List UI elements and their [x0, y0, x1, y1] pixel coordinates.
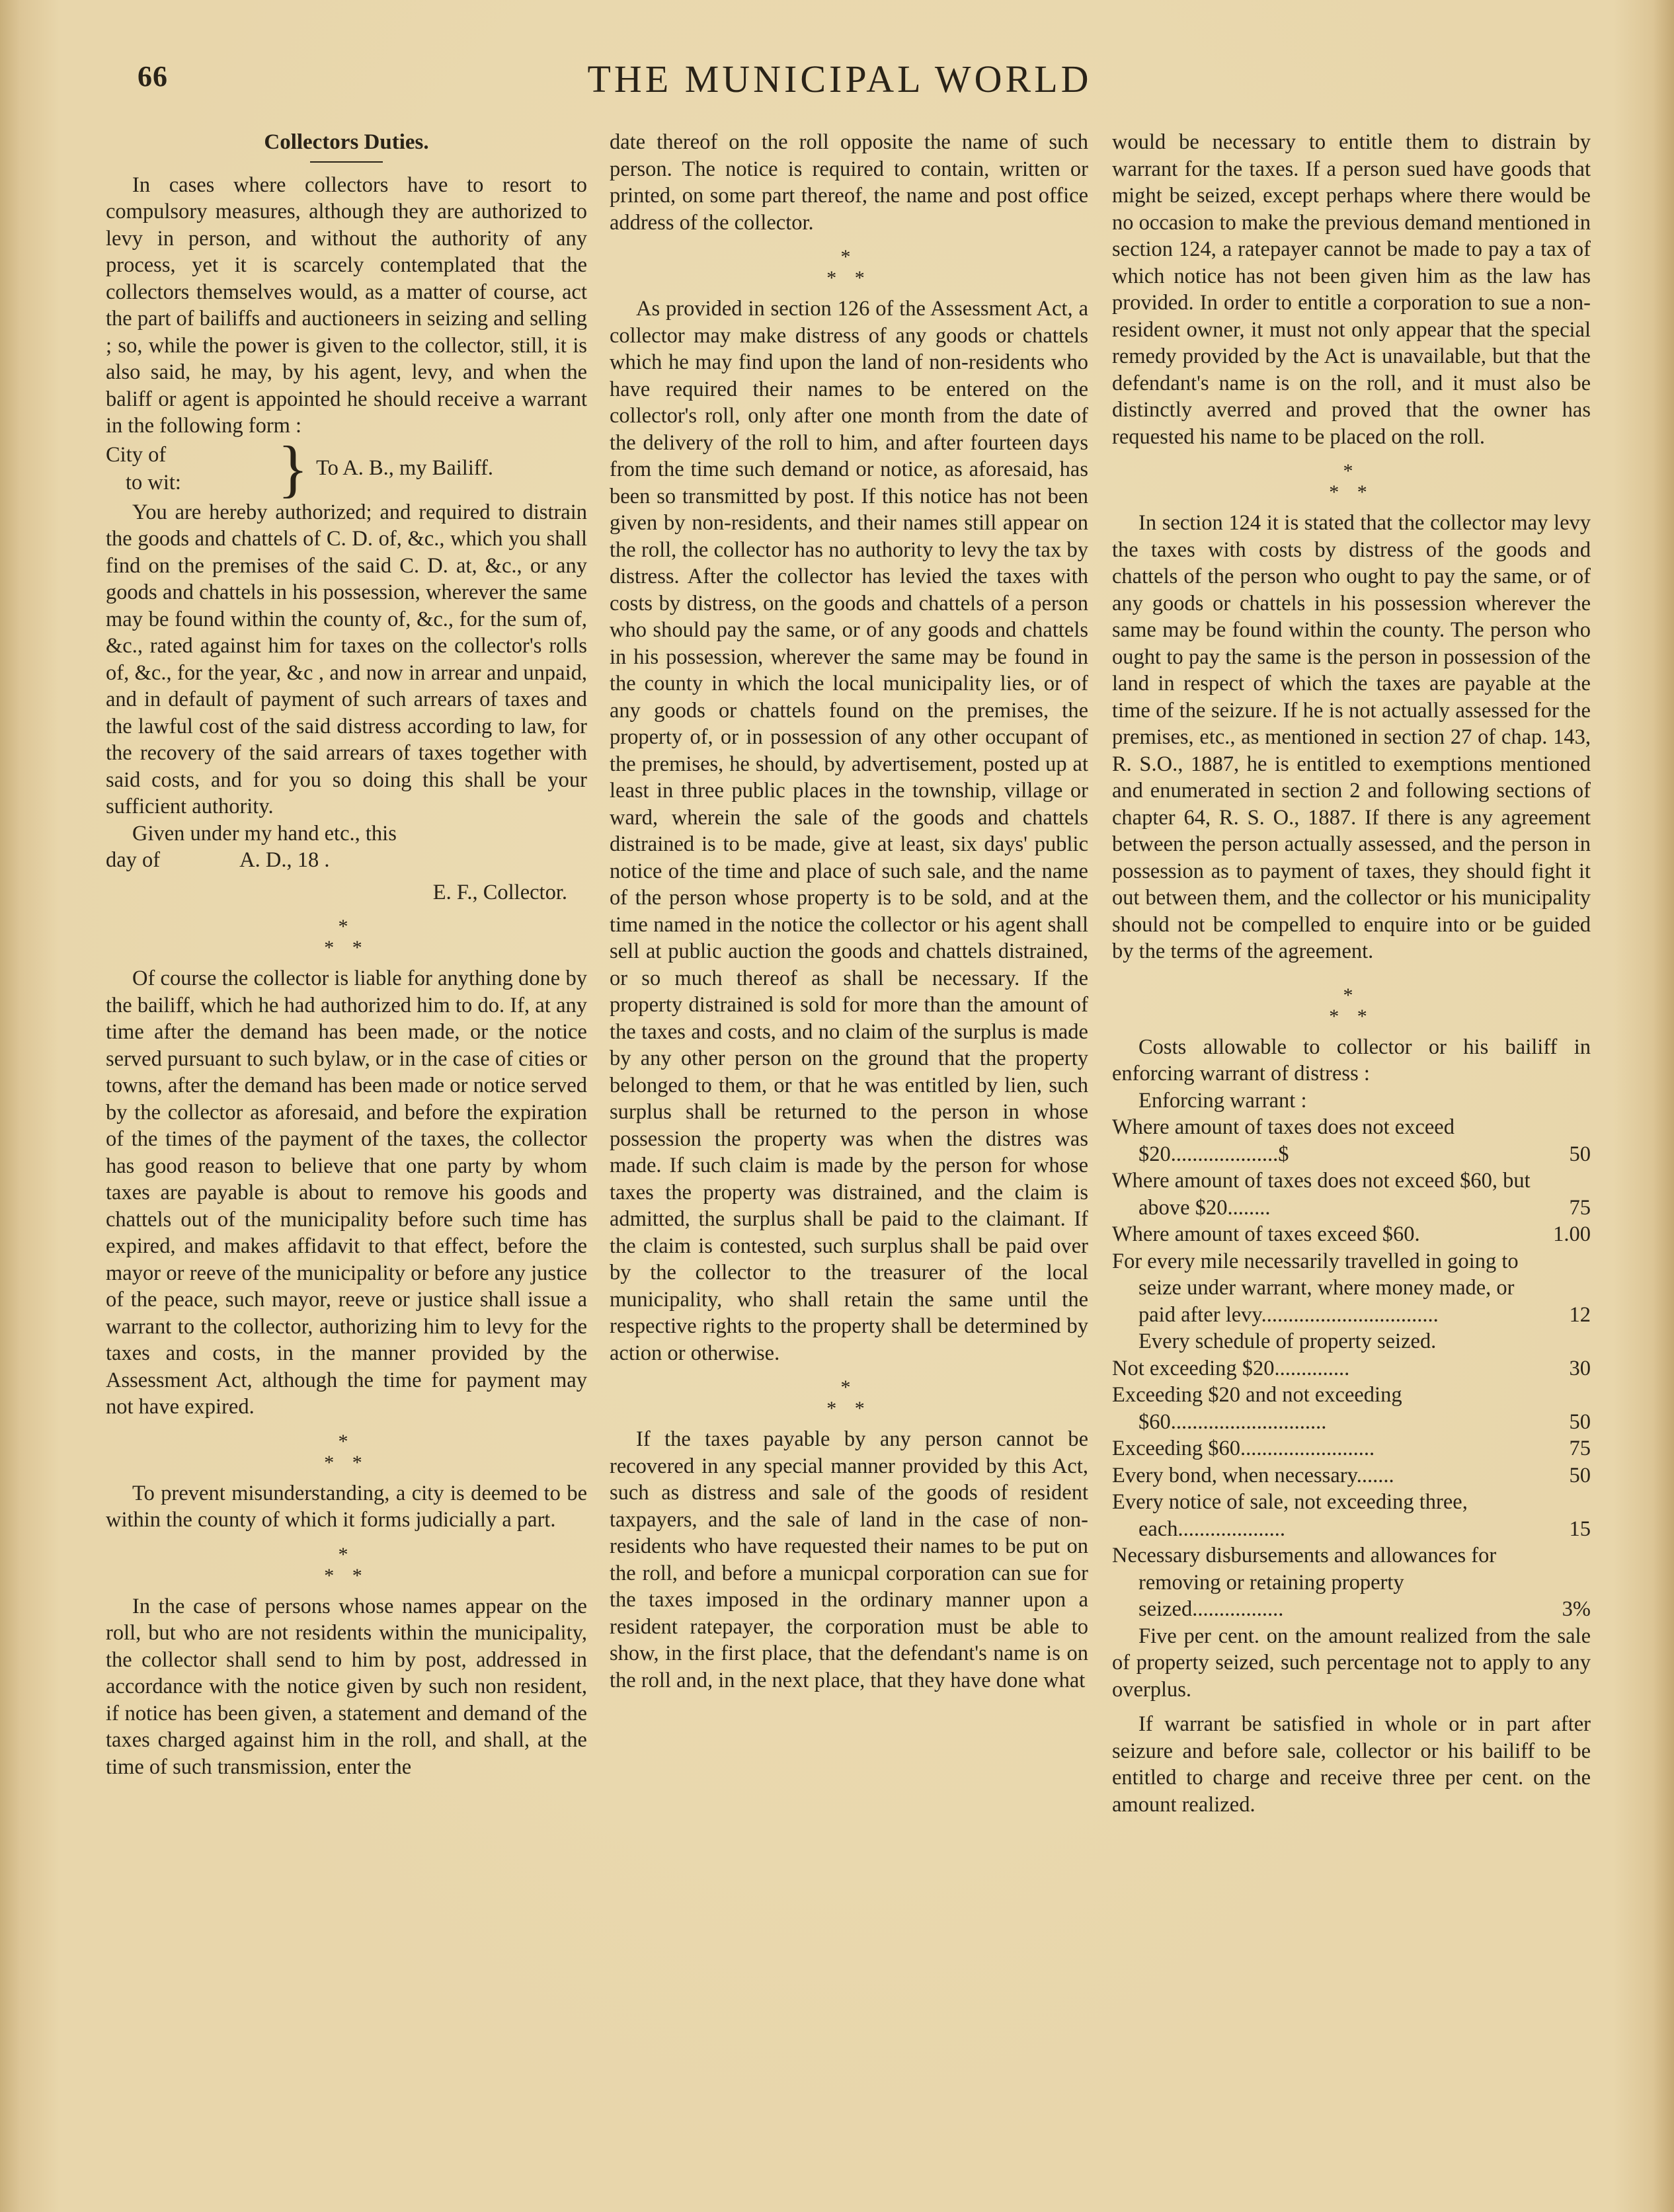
fee-text: Where amount of taxes does not exceed $20....................$ — [1112, 1115, 1455, 1166]
date-line — [106, 847, 587, 874]
paragraph: date thereof on the roll opposite the name of such person. The notice is required to contain, written or printed, on some part thereof, the name and post office address of the collector. — [610, 130, 1088, 235]
fee-amount: 30 — [1569, 1356, 1591, 1380]
ornament-stars: * * * — [324, 1430, 369, 1474]
fee-row — [1112, 1542, 1591, 1623]
paragraph: Costs allowable to collector or his bailiff in enforcing warrant of distress : — [1112, 1035, 1591, 1086]
ornament-stars: * * * — [826, 246, 871, 289]
schedule-heading: Every schedule of property seized. — [1138, 1329, 1437, 1353]
fee-amount: 12 — [1569, 1302, 1591, 1327]
ornament-stars: * * * — [324, 916, 369, 959]
fee-amount: 15 — [1569, 1517, 1591, 1541]
fee-row — [1112, 1221, 1591, 1248]
form-towit: to wit: — [126, 470, 181, 494]
fee-text: Exceeding $60......................... — [1112, 1437, 1375, 1460]
fee-text: Not exceeding $20.............. — [1112, 1356, 1350, 1380]
paragraph: would be necessary to entitle them to distrain by warrant for the taxes. If a person sued have goods that might be seized, except perhaps where there would be no occasion to make the previous demand mentioned in section 124, a ratepayer cannot be made to pay a tax of which notice has not been given him as the law has provided. In order to entitle a corporation to sue a non-resident owner, it must not only appear that the special remedy provided by the Act is unavailable, but that the defendant's name is on the roll, and it must also be distinctly averred and proved that the owner has requested his name to be placed on the roll. — [1112, 130, 1591, 449]
fee-list — [1112, 1355, 1591, 1623]
fee-text: Where amount of taxes exceed $60. — [1112, 1222, 1420, 1246]
fee-row — [1112, 1489, 1591, 1542]
title-rule — [310, 161, 383, 163]
paragraph: To prevent misunderstanding, a city is deemed to be within the county of which it forms judicially a part. — [106, 1481, 587, 1532]
article-title: Collectors Duties. — [264, 130, 429, 154]
paragraph: If warrant be satisfied in whole or in part after seizure and before sale, collector or his bailiff to be entitled to charge and receive three per cent. on the amount realized. — [1112, 1712, 1591, 1817]
fee-row — [1112, 1248, 1591, 1329]
fee-text: For every mile necessarily travelled in going to seize under warrant, where money made, or paid after levy................................. — [1112, 1249, 1519, 1327]
warrant-form-heading — [106, 432, 587, 504]
brace-glyph: } — [278, 432, 309, 504]
paragraph: In cases where collectors have to resort to compulsory measures, although they are authorized to levy in person, and without the authority of any process, yet it is scarcely contemplated that the collectors themselves would, as a matter of course, act the part of bailiffs and auctioneers in seizing and selling ; so, while the power is given to the collector, still, it is also said, he may, by his agent, levy, and when the baliff or agent is appointed he should receive a warrant in the following form : — [106, 173, 587, 438]
fee-amount: 50 — [1569, 1409, 1591, 1434]
fee-row — [1112, 1462, 1591, 1489]
fee-text: Every bond, when necessary....... — [1112, 1463, 1394, 1487]
fee-amount: 75 — [1569, 1437, 1591, 1460]
paragraph: Five per cent. on the amount realized from the sale of property seized, such percentage not to apply to any overplus. — [1112, 1624, 1591, 1702]
form-city: City of — [106, 442, 167, 467]
fee-list — [1112, 1114, 1591, 1328]
masthead-title: THE MUNICIPAL WORLD — [587, 58, 1092, 100]
page-number: 66 — [138, 60, 168, 93]
column-2 — [610, 129, 1088, 1694]
fees-heading: Enforcing warrant : — [1138, 1088, 1307, 1113]
day-of: day of — [106, 848, 161, 872]
paragraph: In the case of persons whose names appear on the roll, but who are not residents within the municipality, the collector shall send to him by post, addressed in accordance with the notice given by such non resident, if notice has been given, a statement and demand of the taxes charged against him in the roll, and shall, at the time of such transmission, enter the — [106, 1594, 587, 1779]
paragraph: As provided in section 126 of the Assessment Act, a collector may make distress of any goods or chattels which he may find upon the land of non-residents who have required their names to be entered on the collector's roll, only after one month from the date of the delivery of the roll to him, and after fourteen days from the time such demand or notice, as aforesaid, has been so transmitted by post. If this notice has not been given by non-residents, and their names still appear on the roll, the collector has no authority to levy the tax by distress. After the collector has levied the taxes with costs by distress, on the goods and chattels of a person who should pay the same, or of any goods and chattels in his possession, wherever the same may be found in the county in which the local municipality lies, or of any goods or chattels found on the premises, the property of, or in possession of any other occupant of the premises, he should, by advertisement, posted up at least in three public places in the township, village or ward, wherein the sale of the goods and chattels distrained is to be made, give at least, six days' public notice of the time and place of such sale, and the name of the person whose property is to be sold, and at the time named in the notice the collector or his agent shall sell at public auction the goods and chattels distrained, or so much thereof as shall be necessary. If the property distrained is sold for more than the amount of the taxes and costs, and no claim of the surplus is made by any other person on the ground that the property belonged to them, or that he was entitled by lien, such surplus shall be returned to the person in whose possession the property was when the distres was made. If such claim is made by the person for whose taxes the property was distrained, and the claim is admitted, the surplus shall be paid to the claimant. If the claim is contested, such surplus shall be paid over by the collector to the treasurer of the local municipality, who shall retain the same until the respective rights to the property shall be determined by action or otherwise. — [610, 297, 1088, 1365]
ornament-stars: * * * — [324, 1543, 369, 1587]
fee-text: Necessary disbursements and allowances for removing or retaining property seized................. — [1112, 1544, 1497, 1621]
fee-row — [1112, 1355, 1591, 1382]
fee-text: Exceeding $20 and not exceeding $60............................. — [1112, 1383, 1402, 1434]
column-1 — [106, 129, 587, 1780]
ornament-stars: * * * — [826, 1376, 871, 1419]
fee-amount: 75 — [1569, 1195, 1591, 1220]
form-addressee: To A. B., my Bailiff. — [316, 456, 494, 481]
fee-row — [1112, 1167, 1591, 1221]
paragraph: You are hereby authorized; and required to distrain the goods and chattels of C. D. of, &c., which you shall find on the premises of the said C. D. at, &c., or any goods and chattels in his possession, wherever the same may be found within the county of, &c., for the sum of, &c., rated against him for taxes on the collector's rolls of, &c., for the year, &c , and now in arrear and unpaid, and in default of payment of such arrears of taxes and the lawful cost of the said distress according to law, for the recovery of the said arrears of taxes together with said costs, and for you so doing this shall be your sufficient authority. — [106, 500, 587, 818]
fee-amount: 50 — [1569, 1142, 1591, 1166]
paragraph: Of course the collector is liable for anything done by the bailiff, which he had authorized him to do. If, at any time after the demand has been made, or the notice served pursuant to such bylaw, or in the case of cities or towns, after the demand has been made or notice served by the collector as aforesaid, and before the expiration of the times of the payment of the taxes, the collector has good reason to believe that one party by whom taxes are payable is about to remove his goods and chattels out of the municipality before such time has expired, and makes affidavit to that effect, before the mayor or reeve of the municipality or before any justice of the peace, such mayor, reeve or justice shall issue a warrant to the collector, authorizing him to levy for the taxes and costs, in the manner provided by the Assessment Act, although the time for payment may not have expired. — [106, 967, 587, 1419]
given-line: Given under my hand etc., this — [132, 821, 397, 846]
fee-amount: 3% — [1562, 1597, 1591, 1621]
anno-domini: A. D., 18 . — [239, 848, 330, 872]
ornament-stars: * * * — [1329, 460, 1374, 503]
column-3 — [1112, 129, 1591, 1818]
paragraph: In section 124 it is stated that the collector may levy the taxes with costs by distress of the goods and chattels of the person who ought to pay the same, or of any goods or chattels in his possession wherever the same may be found within the county. The person who ought to pay the same is the person in possession of the land in respect of which the taxes are payable at the time of the seizure. If he is not actually assessed for the premises, etc., as mentioned in section 27 of chap. 143, R. S.O., 1887, he is entitled to exemptions mentioned and enumerated in section 2 and following sections of chapter 64, R. S. O., 1887. If there is any agreement between the person actually assessed, and the person in possession as to payment of taxes, they should fight it out between them, and the collector or his municipality should not be compelled to enquire into or be guided by the terms of the agreement. — [1112, 511, 1591, 963]
fee-text: Every notice of sale, not exceeding three, each.................... — [1112, 1490, 1468, 1541]
fee-text: Where amount of taxes does not exceed $60, but above $20........ — [1112, 1169, 1531, 1220]
ornament-stars: * * * — [1329, 984, 1374, 1027]
spacer — [1112, 1703, 1591, 1711]
page-header — [99, 53, 1580, 106]
fee-amount: 1.00 — [1553, 1222, 1591, 1246]
fee-row — [1112, 1382, 1591, 1435]
fee-row — [1112, 1435, 1591, 1462]
fee-row — [1112, 1114, 1591, 1167]
signature: E. F., Collector. — [432, 880, 567, 904]
form-left — [106, 441, 278, 496]
fee-amount: 50 — [1569, 1463, 1591, 1487]
paragraph: If the taxes payable by any person cannot be recovered in any special manner provided by this Act, such as distress and sale of the goods of resident taxpayers, and the sale of land in the case of non-residents who have requested their names to be put on the roll, and before a municpal corporation can sue for the taxes imposed in the ordinary manner upon a resident ratepayer, the corporation must be able to show, in the first place, that the defendant's name is on the roll and, in the next place, that they have done what — [610, 1427, 1088, 1692]
